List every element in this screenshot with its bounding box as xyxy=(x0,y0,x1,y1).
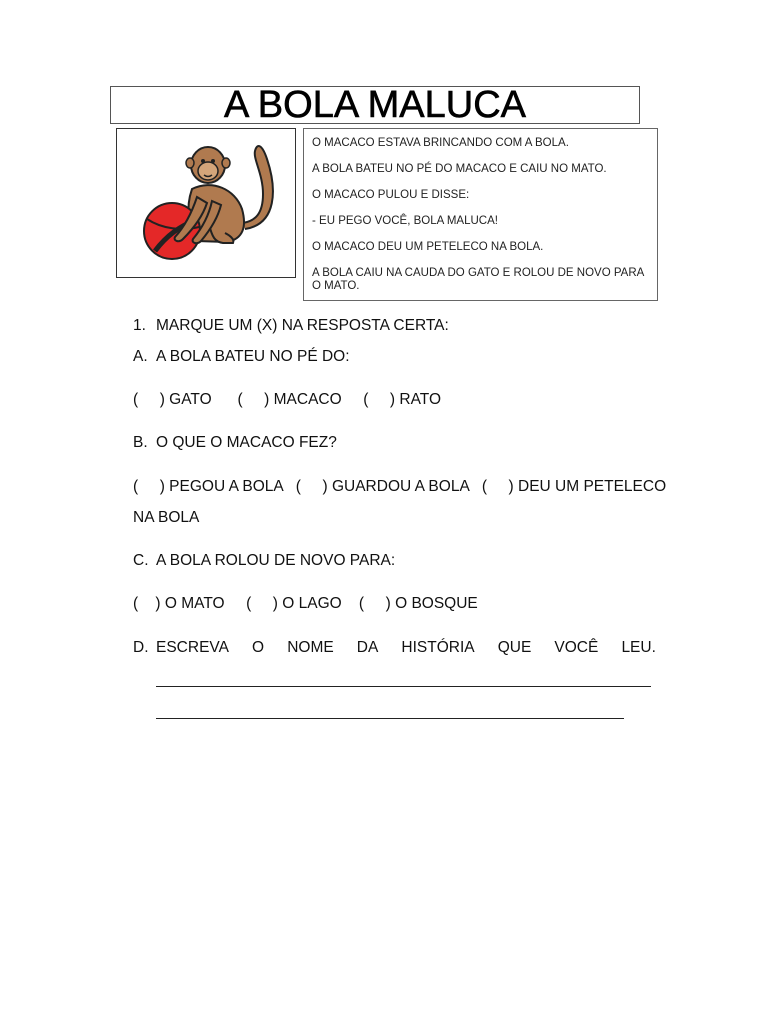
story-line: O MACACO ESTAVA BRINCANDO COM A BOLA. xyxy=(312,137,569,149)
question-d-text xyxy=(156,638,656,658)
illustration-box xyxy=(116,128,296,278)
question-text: A BOLA BATEU NO PÉ DO: xyxy=(156,348,350,365)
question-word: DA xyxy=(356,639,379,656)
question-c xyxy=(133,551,395,571)
question-marker: B. xyxy=(133,434,148,451)
question-word: VOCÊ xyxy=(554,639,599,656)
question-word: HISTÓRIA xyxy=(401,639,475,656)
question-word: QUE xyxy=(497,639,532,656)
question-b-options-continued: NA BOLA xyxy=(133,509,200,526)
question-1 xyxy=(133,316,449,336)
question-marker: C. xyxy=(133,552,149,569)
story-box xyxy=(303,128,658,301)
story-line: A BOLA BATEU NO PÉ DO MACACO E CAIU NO MATO. xyxy=(312,163,607,175)
question-b-options[interactable]: ( ) PEGOU A BOLA ( ) GUARDOU A BOLA ( ) DEU UM PETELECO xyxy=(133,478,667,495)
question-b xyxy=(133,433,337,453)
question-text: MARQUE UM (X) NA RESPOSTA CERTA: xyxy=(156,317,449,334)
question-marker: A. xyxy=(133,348,148,365)
question-text: O QUE O MACACO FEZ? xyxy=(156,434,337,451)
question-a xyxy=(133,347,350,367)
page-title: A BOLA MALUCA xyxy=(223,84,526,126)
answer-line[interactable] xyxy=(156,718,624,719)
story-line: O MACACO DEU UM PETELECO NA BOLA. xyxy=(312,241,544,253)
question-marker: 1. xyxy=(133,317,146,334)
question-d-marker: D. xyxy=(133,639,149,656)
question-word: NOME xyxy=(287,639,334,656)
title-box xyxy=(110,86,640,124)
question-c-options[interactable]: ( ) O MATO ( ) O LAGO ( ) O BOSQUE xyxy=(133,595,478,612)
answer-line[interactable] xyxy=(156,686,651,687)
question-text: A BOLA ROLOU DE NOVO PARA: xyxy=(156,552,396,569)
story-line: O MACACO PULOU E DISSE: xyxy=(312,189,470,201)
story-line: - EU PEGO VOCÊ, BOLA MALUCA! xyxy=(312,215,498,227)
question-word: O xyxy=(252,639,265,656)
question-word: ESCREVA xyxy=(156,639,229,656)
story-line: A BOLA CAIU NA CAUDA DO GATO E ROLOU DE NOVO PARA O MATO. xyxy=(312,267,644,292)
question-a-options[interactable]: ( ) GATO ( ) MACACO ( ) RATO xyxy=(133,391,442,408)
question-word: LEU. xyxy=(621,639,656,656)
monkey-with-ball-icon xyxy=(117,129,295,277)
